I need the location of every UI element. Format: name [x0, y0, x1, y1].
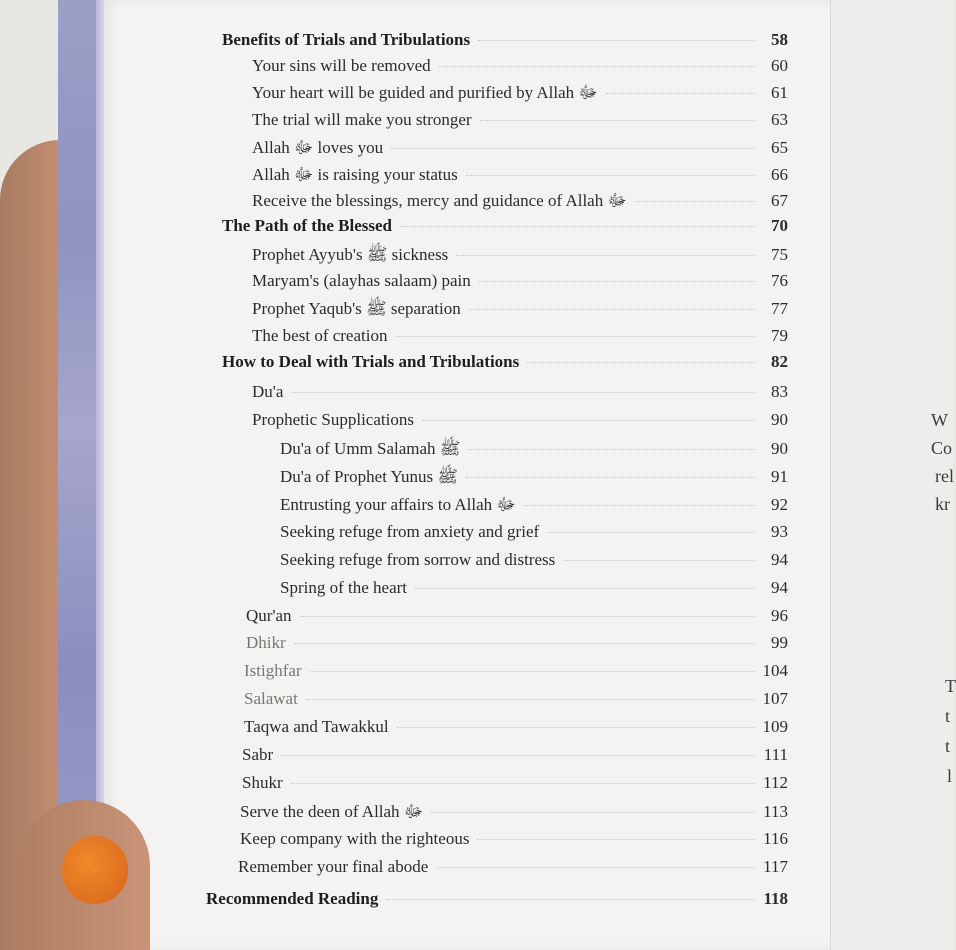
toc-entry-title: How to Deal with Trials and Tribulations	[222, 352, 520, 371]
toc-entry-title: Du'a of Umm Salamah ﷺ	[280, 439, 461, 458]
dot-leader	[468, 449, 756, 450]
toc-entry-title: Receive the blessings, mercy and guidance of Allah ﷻ	[252, 191, 627, 210]
toc-entry	[240, 829, 788, 849]
toc-entry	[280, 522, 788, 542]
dot-leader	[477, 839, 755, 840]
toc-entry	[222, 216, 788, 236]
toc-entry-title: Salawat	[244, 689, 298, 708]
toc-entry-page: 99	[771, 633, 788, 652]
toc-entry-title: Allah ﷻ is raising your status	[252, 165, 458, 184]
facing-page-text-fragment: rel	[935, 466, 954, 486]
toc-entry-page: 58	[771, 30, 788, 49]
dot-leader	[397, 727, 755, 728]
facing-page-text-fragment: t	[945, 706, 951, 726]
toc-entry	[206, 889, 788, 909]
dot-leader	[395, 336, 756, 337]
toc-entry-title: Keep company with the righteous	[240, 829, 470, 848]
toc-entry-page: 94	[771, 550, 788, 569]
toc-entry-title: Prophetic Supplications	[252, 410, 414, 429]
dot-leader	[479, 281, 756, 282]
toc-entry-page: 93	[771, 522, 788, 541]
dot-leader	[466, 477, 756, 478]
toc-entry-page: 104	[762, 661, 788, 680]
toc-entry	[252, 244, 788, 269]
toc-entry	[252, 271, 788, 291]
toc-entry	[252, 410, 788, 430]
toc-entry	[244, 661, 788, 681]
toc-entry-title: The Path of the Blessed	[222, 216, 392, 235]
dot-leader	[527, 362, 756, 363]
dot-leader	[480, 120, 756, 121]
toc-entry	[252, 56, 788, 76]
toc-entry-title: Maryam's (alayhas salaam) pain	[252, 271, 471, 290]
toc-entry-title: Dhikr	[246, 633, 286, 652]
dot-leader	[291, 783, 756, 784]
dot-leader	[306, 699, 755, 700]
dot-leader	[291, 392, 756, 393]
dot-leader	[478, 40, 756, 41]
toc-entry-page: 116	[763, 829, 788, 848]
dot-leader	[563, 560, 756, 561]
toc-entry-title: Entrusting your affairs to Allah ﷻ	[280, 495, 516, 514]
dot-leader	[469, 309, 756, 310]
table-of-contents	[104, 0, 830, 950]
toc-entry-page: 82	[771, 352, 788, 371]
dot-leader	[294, 643, 756, 644]
toc-entry-page: 76	[771, 271, 788, 290]
dot-leader	[431, 812, 755, 813]
toc-entry-page: 96	[771, 606, 788, 625]
toc-entry	[280, 550, 788, 570]
toc-entry-page: 65	[771, 138, 788, 157]
toc-entry-page: 90	[771, 439, 788, 458]
toc-entry	[252, 190, 788, 215]
toc-entry	[280, 438, 788, 463]
facing-page-text-fragment: kr	[935, 494, 950, 514]
toc-entry	[222, 30, 788, 50]
toc-entry	[244, 717, 788, 737]
toc-entry-page: 67	[771, 191, 788, 210]
toc-entry-title: Your heart will be guided and purified by Allah ﷻ	[252, 83, 598, 102]
toc-entry	[246, 606, 788, 626]
toc-entry-page: 113	[763, 802, 788, 821]
toc-entry-page: 94	[771, 578, 788, 597]
toc-entry-title: Spring of the heart	[280, 578, 407, 597]
toc-entry-page: 118	[763, 889, 788, 908]
toc-entry	[280, 466, 788, 491]
toc-entry-page: 63	[771, 110, 788, 129]
toc-entry	[252, 82, 788, 107]
toc-entry-page: 79	[771, 326, 788, 345]
toc-entry	[252, 137, 788, 162]
toc-entry-title: Shukr	[242, 773, 283, 792]
facing-page	[830, 0, 956, 950]
toc-entry-page: 70	[771, 216, 788, 235]
toc-entry-title: Seeking refuge from sorrow and distress	[280, 550, 556, 569]
dot-leader	[391, 148, 756, 149]
dot-leader	[606, 93, 756, 94]
dot-leader	[422, 420, 756, 421]
toc-entry-page: 83	[771, 382, 788, 401]
dot-leader	[415, 588, 756, 589]
facing-page-text-fragment: l	[947, 766, 953, 786]
toc-entry-title: Du'a of Prophet Yunus ﷺ	[280, 467, 458, 486]
thumb-nail	[62, 836, 128, 904]
toc-entry-title: Recommended Reading	[206, 889, 379, 908]
toc-entry-page: 91	[771, 467, 788, 486]
toc-entry	[242, 773, 788, 793]
toc-entry-page: 77	[771, 299, 788, 318]
toc-entry-page: 75	[771, 245, 788, 264]
dot-leader	[400, 226, 756, 227]
facing-page-text-fragment: Co	[931, 438, 953, 458]
dot-leader	[466, 175, 756, 176]
dot-leader	[635, 201, 756, 202]
toc-entry-title: Sabr	[242, 745, 274, 764]
toc-entry-page: 107	[762, 689, 788, 708]
facing-page-text-fragment: T	[945, 676, 956, 696]
toc-entry-title: Qur'an	[246, 606, 292, 625]
toc-entry-page: 61	[771, 83, 788, 102]
toc-entry-title: Seeking refuge from anxiety and grief	[280, 522, 540, 541]
toc-entry	[252, 382, 788, 402]
dot-leader	[281, 755, 756, 756]
facing-page-text-fragment: W	[931, 410, 948, 430]
toc-entry	[246, 633, 788, 653]
toc-page	[104, 0, 830, 950]
toc-entry-title: Serve the deen of Allah ﷻ	[240, 802, 424, 821]
dot-leader	[300, 616, 756, 617]
dot-leader	[436, 867, 755, 868]
toc-entry-title: The trial will make you stronger	[252, 110, 472, 129]
toc-entry-page: 66	[771, 165, 788, 184]
toc-entry-title: Prophet Yaqub's ﷺ separation	[252, 299, 461, 318]
toc-entry	[280, 578, 788, 598]
toc-entry	[252, 298, 788, 323]
toc-entry-title: Istighfar	[244, 661, 302, 680]
toc-entry-page: 111	[763, 745, 788, 764]
toc-entry-title: Prophet Ayyub's ﷺ sickness	[252, 245, 449, 264]
toc-entry-page: 92	[771, 495, 788, 514]
toc-entry-title: Taqwa and Tawakkul	[244, 717, 389, 736]
toc-entry	[242, 745, 788, 765]
toc-entry	[222, 352, 788, 372]
facing-page-text-fragment: t	[945, 736, 951, 756]
toc-entry	[252, 326, 788, 346]
toc-entry	[240, 801, 788, 826]
dot-leader	[386, 899, 755, 900]
toc-entry-title: Du'a	[252, 382, 284, 401]
toc-entry-page: 60	[771, 56, 788, 75]
toc-entry	[252, 110, 788, 130]
dot-leader	[456, 255, 756, 256]
toc-entry	[238, 857, 788, 877]
dot-leader	[547, 532, 756, 533]
toc-entry-title: Benefits of Trials and Tribulations	[222, 30, 471, 49]
toc-entry	[280, 494, 788, 519]
toc-entry-title: The best of creation	[252, 326, 388, 345]
toc-entry-page: 109	[762, 717, 788, 736]
toc-entry-page: 117	[763, 857, 788, 876]
toc-entry-page: 90	[771, 410, 788, 429]
toc-entry	[252, 164, 788, 189]
toc-entry-title: Remember your final abode	[238, 857, 429, 876]
toc-entry-page: 112	[763, 773, 788, 792]
dot-leader	[310, 671, 755, 672]
dot-leader	[439, 66, 756, 67]
toc-entry-title: Allah ﷻ loves you	[252, 138, 384, 157]
toc-entry-title: Your sins will be removed	[252, 56, 431, 75]
dot-leader	[524, 505, 756, 506]
toc-entry	[244, 689, 788, 709]
